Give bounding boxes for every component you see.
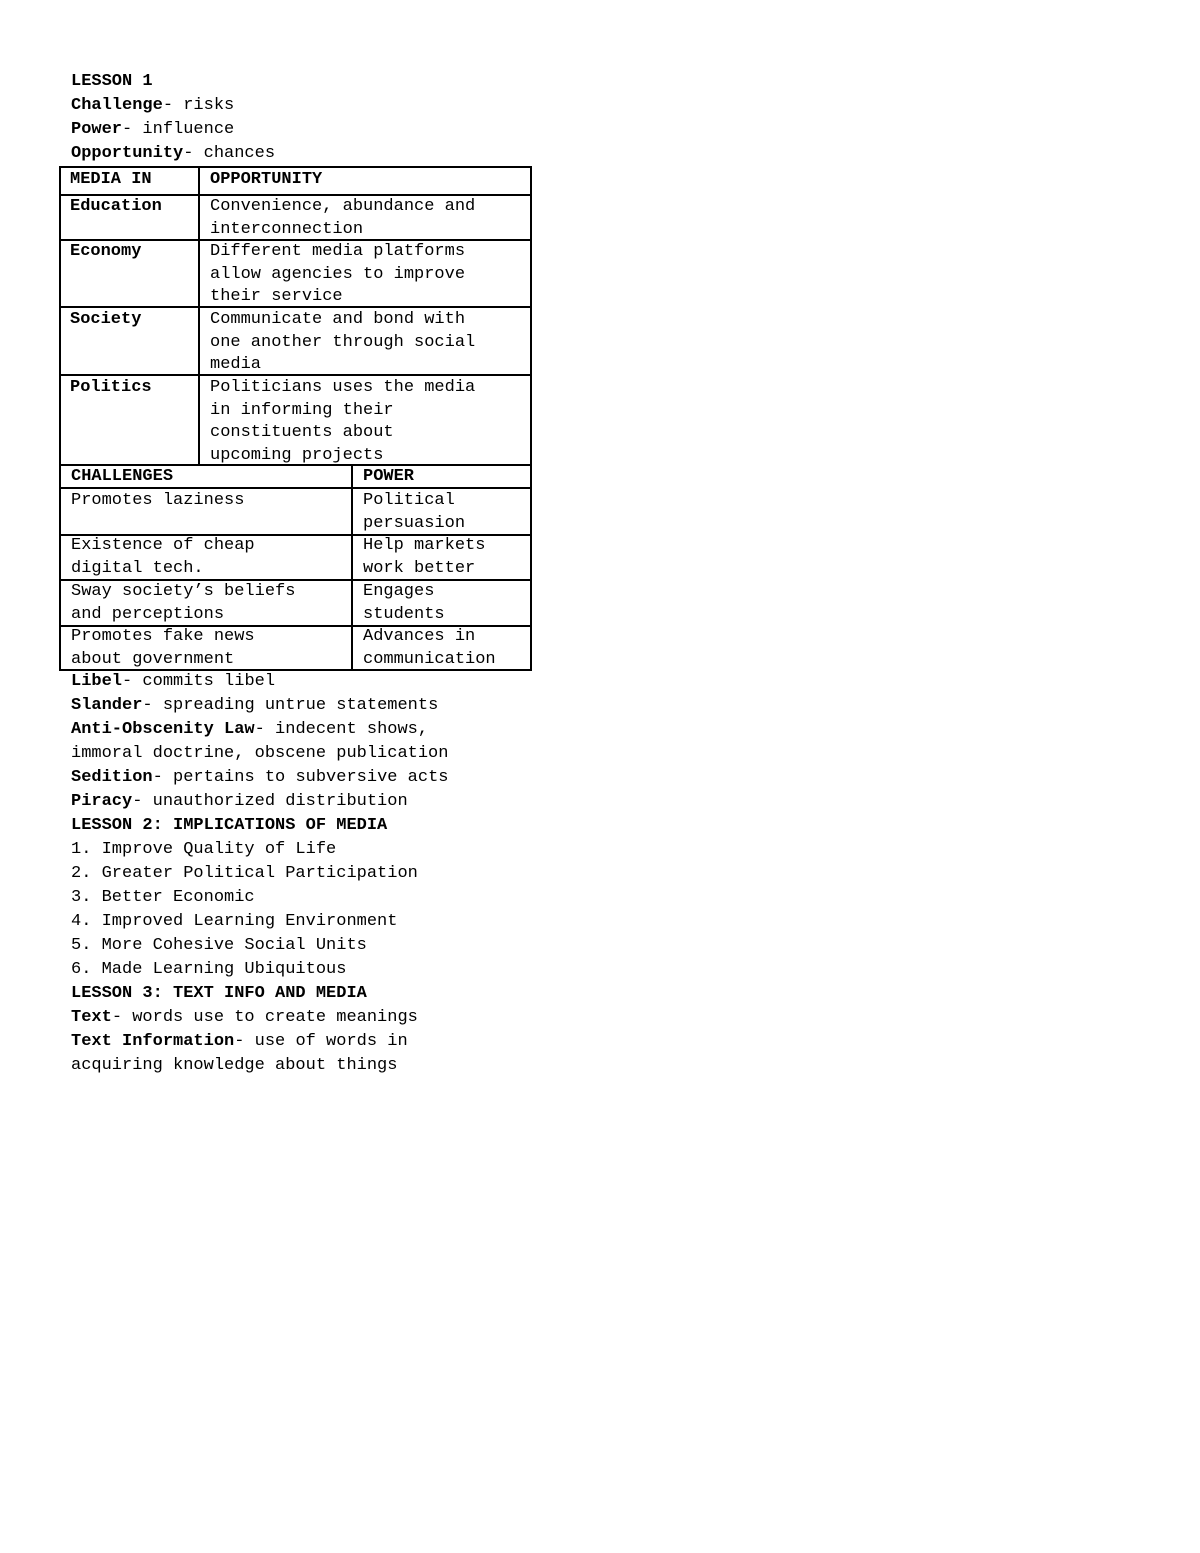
list-item: 6. Made Learning Ubiquitous	[71, 960, 347, 979]
table-row-text-politics: Politicians uses the media in informing their constituents about upcoming projects	[210, 378, 476, 465]
table-challenge-cell: Promotes laziness	[71, 491, 245, 510]
lesson2-heading: LESSON 2: IMPLICATIONS OF MEDIA	[71, 816, 388, 835]
definition-sedition: Sedition- pertains to subversive acts	[71, 768, 449, 787]
definition-anti-obscenity-law: Anti-Obscenity Law- indecent shows,	[71, 720, 429, 739]
table-rule	[351, 464, 353, 671]
lesson3-heading: LESSON 3: TEXT INFO AND MEDIA	[71, 984, 367, 1003]
definition-slander: Slander- spreading untrue statements	[71, 696, 439, 715]
table-row-label-economy: Economy	[70, 242, 142, 261]
table-header-media-in: MEDIA IN	[70, 170, 152, 189]
list-item: 5. More Cohesive Social Units	[71, 936, 367, 955]
table-row-label-education: Education	[70, 197, 162, 216]
definition-power: Power- influence	[71, 120, 235, 139]
definition-libel: Libel- commits libel	[71, 672, 276, 691]
media-table	[59, 166, 532, 671]
table-power-cell: Engages students	[363, 582, 445, 624]
table-row-text-education: Convenience, abundance and interconnection	[210, 197, 476, 239]
table-power-cell: Help markets work better	[363, 536, 486, 578]
definition-anti-obscenity-continued: immoral doctrine, obscene publication	[71, 744, 449, 763]
list-item: 1. Improve Quality of Life	[71, 840, 337, 859]
table-row-label-society: Society	[70, 310, 142, 329]
table-challenge-cell: Promotes fake news about government	[71, 627, 255, 669]
table-header-opportunity: OPPORTUNITY	[210, 170, 323, 189]
table-row-text-society: Communicate and bond with one another through social media	[210, 310, 476, 374]
table-row-text-economy: Different media platforms allow agencies to improve their service	[210, 242, 466, 306]
list-item: 4. Improved Learning Environment	[71, 912, 398, 931]
list-item: 3. Better Economic	[71, 888, 255, 907]
definition-text-information-continued: acquiring knowledge about things	[71, 1056, 398, 1075]
table-header-challenges: CHALLENGES	[71, 467, 174, 486]
table-row-label-politics: Politics	[70, 378, 152, 397]
table-power-cell: Political persuasion	[363, 491, 466, 533]
table-challenge-cell: Existence of cheap digital tech.	[71, 536, 255, 578]
table-power-cell: Advances in communication	[363, 627, 496, 669]
definition-challenge: Challenge- risks	[71, 96, 235, 115]
definition-opportunity: Opportunity- chances	[71, 144, 276, 163]
definition-text-information: Text Information- use of words in	[71, 1032, 408, 1051]
table-header-power: POWER	[363, 467, 415, 486]
table-challenge-cell: Sway society’s beliefs and perceptions	[71, 582, 296, 624]
definition-text: Text- words use to create meanings	[71, 1008, 418, 1027]
lesson1-heading: LESSON 1	[71, 72, 153, 91]
definition-piracy: Piracy- unauthorized distribution	[71, 792, 408, 811]
list-item: 2. Greater Political Participation	[71, 864, 418, 883]
table-rule	[198, 168, 200, 464]
